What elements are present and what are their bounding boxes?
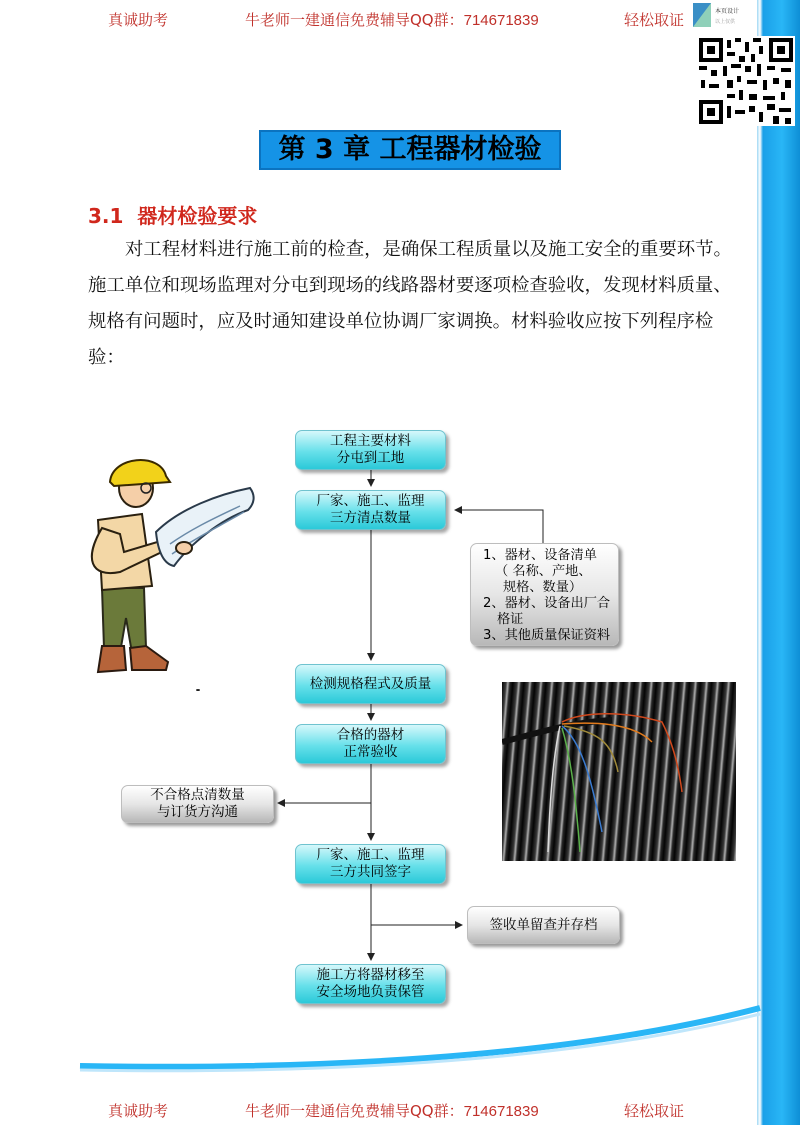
footer-right-slogan: 轻松取证 — [624, 1102, 685, 1120]
svg-text:以上仅供: 以上仅供 — [715, 19, 736, 25]
flow-text: 与订货方沟通 — [157, 804, 238, 820]
flow-text: 工程主要材料 — [330, 433, 411, 449]
flow-text: 合格的器材 — [336, 727, 405, 743]
flow-text: 厂家、施工、监理 — [316, 493, 425, 509]
bottom-swoosh-decoration — [0, 1000, 800, 1080]
section-number: 3.1 — [88, 204, 124, 228]
flow-text: 安全场地负责保管 — [316, 984, 425, 1000]
footer-qq-prefix: 牛老师一建通信免费辅导QQ群： — [245, 1102, 464, 1120]
flow-text: 厂家、施工、监理 — [316, 847, 425, 863]
flow-step-materials-arrive — [295, 430, 446, 470]
flow-text: 三方清点数量 — [330, 510, 411, 526]
footer-qq-group — [245, 1100, 539, 1121]
cable-photo — [502, 682, 736, 861]
header-right-slogan: 轻松取证 — [624, 11, 685, 29]
flow-step-sign — [295, 844, 446, 884]
section-title: 器材检验要求 — [137, 204, 258, 228]
flow-step-accept — [295, 724, 446, 764]
doc-item: （ 名称、产地、 — [495, 563, 592, 579]
flow-documents-list — [470, 543, 619, 646]
flow-text: 不合格点清数量 — [150, 787, 245, 803]
doc-item: 2、器材、设备出厂合 — [483, 595, 611, 611]
header-left-slogan: 真诚助考 — [108, 11, 169, 29]
header-qq-number: 714671839 — [463, 12, 539, 29]
flow-reject-box — [121, 785, 274, 823]
doc-item: 格证 — [497, 611, 524, 627]
doc-item: 3、其他质量保证资料 — [483, 627, 611, 643]
doc-item: 规格、数量） — [503, 579, 583, 595]
flow-text: 分屯到工地 — [336, 450, 405, 466]
flow-text: 签收单留查并存档 — [489, 916, 598, 933]
flow-step-count-quantity — [295, 490, 446, 530]
flow-text: 检测规格程式及质量 — [309, 675, 432, 692]
svg-text:本页设计: 本页设计 — [715, 8, 740, 15]
flow-text: 施工方将器材移至 — [316, 967, 425, 983]
flow-text: 正常验收 — [343, 744, 398, 760]
flow-archive-box — [467, 906, 620, 944]
doc-item: 1、器材、设备清单 — [483, 547, 597, 563]
flow-step-inspect-quality — [295, 664, 446, 704]
chapter-title: 第 3 章 工程器材检验 — [259, 130, 561, 170]
body-paragraph: 对工程材料进行施工前的检查，是确保工程质量以及施工安全的重要环节。施工单位和现场监理对分屯到现场的线路器材要逐项检查验收，发现材料质量、规格有问题时，应及时通知建设单位协调厂家调换。材料验收应按下列程序检验： — [88, 239, 732, 368]
flow-step-store — [295, 964, 446, 1004]
footer-qq-number: 714671839 — [463, 1103, 539, 1120]
flow-text: 三方共同签字 — [330, 864, 411, 880]
header-qq-prefix: 牛老师一建通信免费辅导QQ群： — [245, 11, 464, 29]
footer-left-slogan: 真诚助考 — [108, 1102, 169, 1120]
